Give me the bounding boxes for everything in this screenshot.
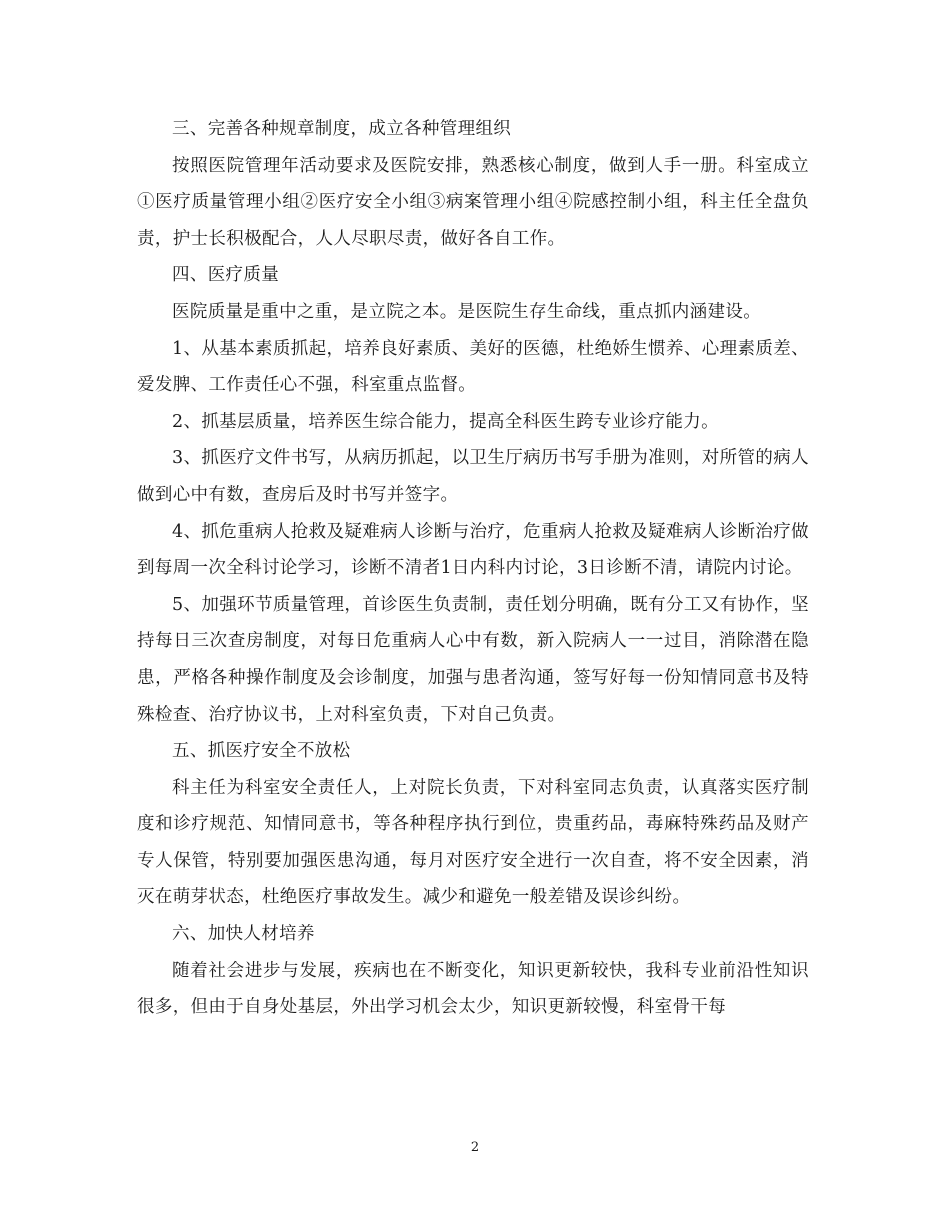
page-number: 2 — [470, 1140, 480, 1155]
body-paragraph: 按照医院管理年活动要求及医院安排，熟悉核心制度，做到人手一册。科室成立①医疗质量管理小组②医疗安全小组③病案管理小组④院感控制小组，科主任全盘负责，护士长积极配合，人人尽职尽责，做好各自工作。 — [137, 155, 809, 249]
list-item-paragraph: 1、从基本素质抓起，培养良好素质、美好的医德，杜绝娇生惯养、心理素质差、爱发脾、工作责任心不强，科室重点监督。 — [137, 338, 809, 396]
document-body — [137, 111, 809, 1026]
section-heading-medical-quality: 四、医疗质量 — [172, 265, 280, 286]
body-paragraph: 科主任为科室安全责任人，上对院长负责，下对科室同志负责，认真落实医疗制度和诊疗规范、知情同意书，等各种程序执行到位，贵重药品，毒麻特殊药品及财产专人保管，特别要加强医患沟通，每月对医疗安全进行一次自查，将不安全因素，消灭在萌芽状态，杜绝医疗事故发生。减少和避免一般差错及误诊纠纷。 — [137, 777, 809, 908]
list-item-paragraph: 5、加强环节质量管理，首诊医生负责制，责任划分明确，既有分工又有协作，坚持每日三次查房制度，对每日危重病人心中有数，新入院病人一一过目，消除潜在隐患，严格各种操作制度及会诊制度，加强与患者沟通，签写好每一份知情同意书及特殊检查、治疗协议书，上对科室负责，下对自己负责。 — [137, 594, 809, 725]
body-paragraph: 医院质量是重中之重，是立院之本。是医院生存生命线，重点抓内涵建设。 — [172, 301, 762, 322]
section-heading-talent-training: 六、加快人材培养 — [172, 924, 315, 945]
section-heading-medical-safety: 五、抓医疗安全不放松 — [172, 741, 351, 762]
list-item-paragraph: 2、抓基层质量，培养医生综合能力，提高全科医生跨专业诊疗能力。 — [172, 411, 719, 432]
section-heading-regulations: 三、完善各种规章制度，成立各种管理组织 — [172, 119, 512, 139]
body-paragraph: 随着社会进步与发展，疾病也在不断变化，知识更新较快，我科专业前沿性知识很多，但由于自身处基层，外出学习机会太少，知识更新较慢，科室骨干每 — [137, 960, 809, 1018]
list-item-paragraph: 3、抓医疗文件书写，从病历抓起，以卫生厅病历书写手册为准则，对所管的病人做到心中有数，查房后及时书写并签字。 — [137, 448, 809, 505]
list-item-paragraph: 4、抓危重病人抢救及疑难病人诊断与治疗，危重病人抢救及疑难病人诊断治疗做到每周一次全科讨论学习，诊断不清者1日内科内讨论，3日诊断不清，请院内讨论。 — [137, 521, 809, 579]
